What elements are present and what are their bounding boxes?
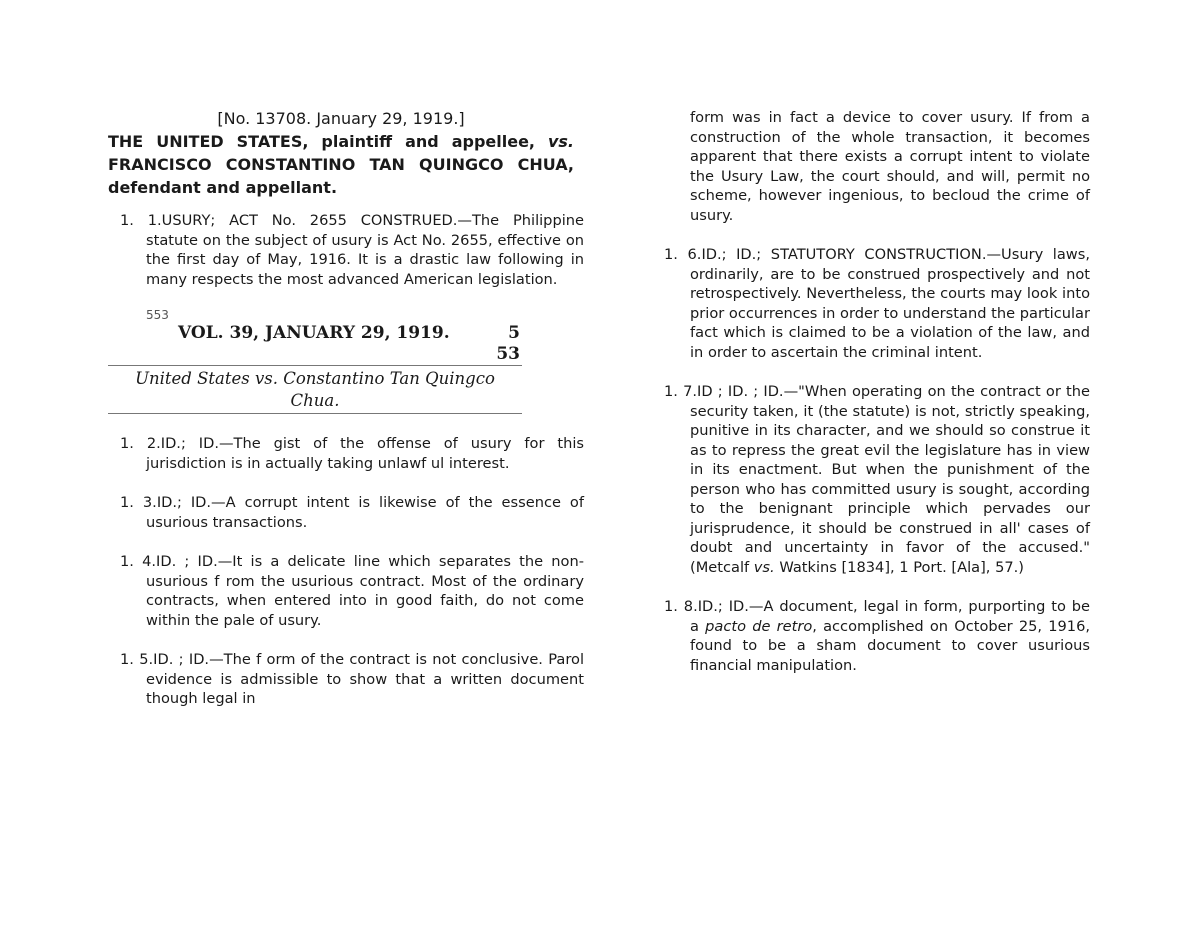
syllabus-item-text: ID.; ID.—A corrupt intent is likewise of the essence of usurious transactions. xyxy=(146,494,584,531)
syllabus-item-6 xyxy=(662,245,1090,362)
running-head xyxy=(108,323,522,365)
syllabus-item-1 xyxy=(82,211,584,289)
case-number: [No. 13708. January 29, 1919.] xyxy=(217,109,465,128)
running-head-page-number-line1: 5 xyxy=(508,323,520,343)
syllabus-item-2 xyxy=(82,434,584,473)
case-title-part2: FRANCISCO CONSTANTINO TAN QUINGCO CHUA, defendant and appellant. xyxy=(108,155,574,197)
syllabus-item-text: ID ; ID. ; ID.—"When operating on the contract or the security taken, it (the statute) is not, strictly speaking, punitive in its character, and we should so construe it as to repress the great evil the legislature has in view in its enactment. But when the punishment of the person who has committed usury is sought, according to the benignant principle which pervades our jurisprudence, it should be construed in all' cases of doubt and uncertainty in favor of the accused." (Metcalf xyxy=(690,383,1090,576)
case-title xyxy=(108,130,574,199)
syllabus-item-text: USURY; ACT No. 2655 CONSTRUED.—The Philippine statute on the subject of usury is Act No. 2655, effective on the first day of May, 1916. It is a drastic law following in many respects the most advanced American legislation. xyxy=(146,212,584,288)
original-page-number: 553 xyxy=(146,308,169,322)
syllabus-item-text-italic: pacto de retro xyxy=(705,617,813,635)
syllabus-item-text: ID.; ID.—A document, legal in form, purporting to be a xyxy=(690,598,1090,635)
syllabus-item-number: 1. 7. xyxy=(664,383,698,400)
syllabus-item-number: 1. 1. xyxy=(120,212,162,229)
syllabus-item-4 xyxy=(82,552,584,630)
syllabus-item-number: 1. 8. xyxy=(664,598,698,615)
syllabus-item-text: ID. ; ID.—The f orm of the contract is not conclusive. Parol evidence is admissible to show that a written document though legal in xyxy=(146,651,584,707)
page-break xyxy=(108,307,574,414)
running-head-page-number-line2: 53 xyxy=(496,344,520,364)
syllabus-item-text-after: Watkins [1834], 1 Port. [Ala], 57.) xyxy=(774,558,1024,576)
left-column xyxy=(108,108,584,709)
syllabus-item-3 xyxy=(82,493,584,532)
syllabus-item-number: 1. 3. xyxy=(120,494,157,511)
syllabus-item-text-after: , accomplished on October 25, 1916, found to be a sham document to cover usurious financial manipulation. xyxy=(690,617,1090,674)
running-head-subtitle: United States vs. Constantino Tan Quingco Chua. xyxy=(135,369,495,410)
syllabus-item-5-continued xyxy=(662,108,1090,225)
syllabus-item-text: ID. ; ID.—It is a delicate line which separates the non-usurious f rom the usurious contract. Most of the ordinary contracts, when entered into in good faith, do not come within the pale of usury. xyxy=(146,553,584,629)
running-head-rule-bottom xyxy=(108,413,522,414)
syllabus-item-5 xyxy=(82,650,584,709)
right-column xyxy=(662,108,1092,675)
syllabus-item-text: ID.; ID.; STATUTORY CONSTRUCTION.—Usury laws, ordinarily, are to be construed prospectively and not retrospectively. Nevertheless, the courts may look into prior occurrences in order to understand the particular fact which is claimed to be a violation of the law, and in order to ascertain the criminal intent. xyxy=(690,246,1090,361)
syllabus-item-number: 1. 4. xyxy=(120,553,157,570)
syllabus-item-number: 1. 5. xyxy=(120,651,154,668)
syllabus-item-text-italic: vs. xyxy=(753,558,775,576)
case-title-part1: THE UNITED STATES, plaintiff and appellee, xyxy=(108,132,548,151)
syllabus-item-number: 1. 6. xyxy=(664,246,702,263)
syllabus-item-text: ID.; ID.—The gist of the offense of usury for this jurisdiction is in actually taking unlawf ul interest. xyxy=(146,435,584,472)
case-title-vs: vs. xyxy=(547,132,574,151)
syllabus-item-number: 1. 2. xyxy=(120,435,161,452)
syllabus-item-text: form was in fact a device to cover usury. If from a construction of the whole transaction, it becomes apparent that there exists a corrupt intent to violate the Usury Law, the court should, and will, permit no scheme, however ingenious, to becloud the crime of usury. xyxy=(690,109,1090,224)
syllabus-item-7 xyxy=(662,382,1090,577)
syllabus-item-8 xyxy=(662,597,1090,675)
running-head-page-number xyxy=(490,323,520,365)
running-head-title: VOL. 39, JANUARY 29, 1919. xyxy=(178,323,450,343)
